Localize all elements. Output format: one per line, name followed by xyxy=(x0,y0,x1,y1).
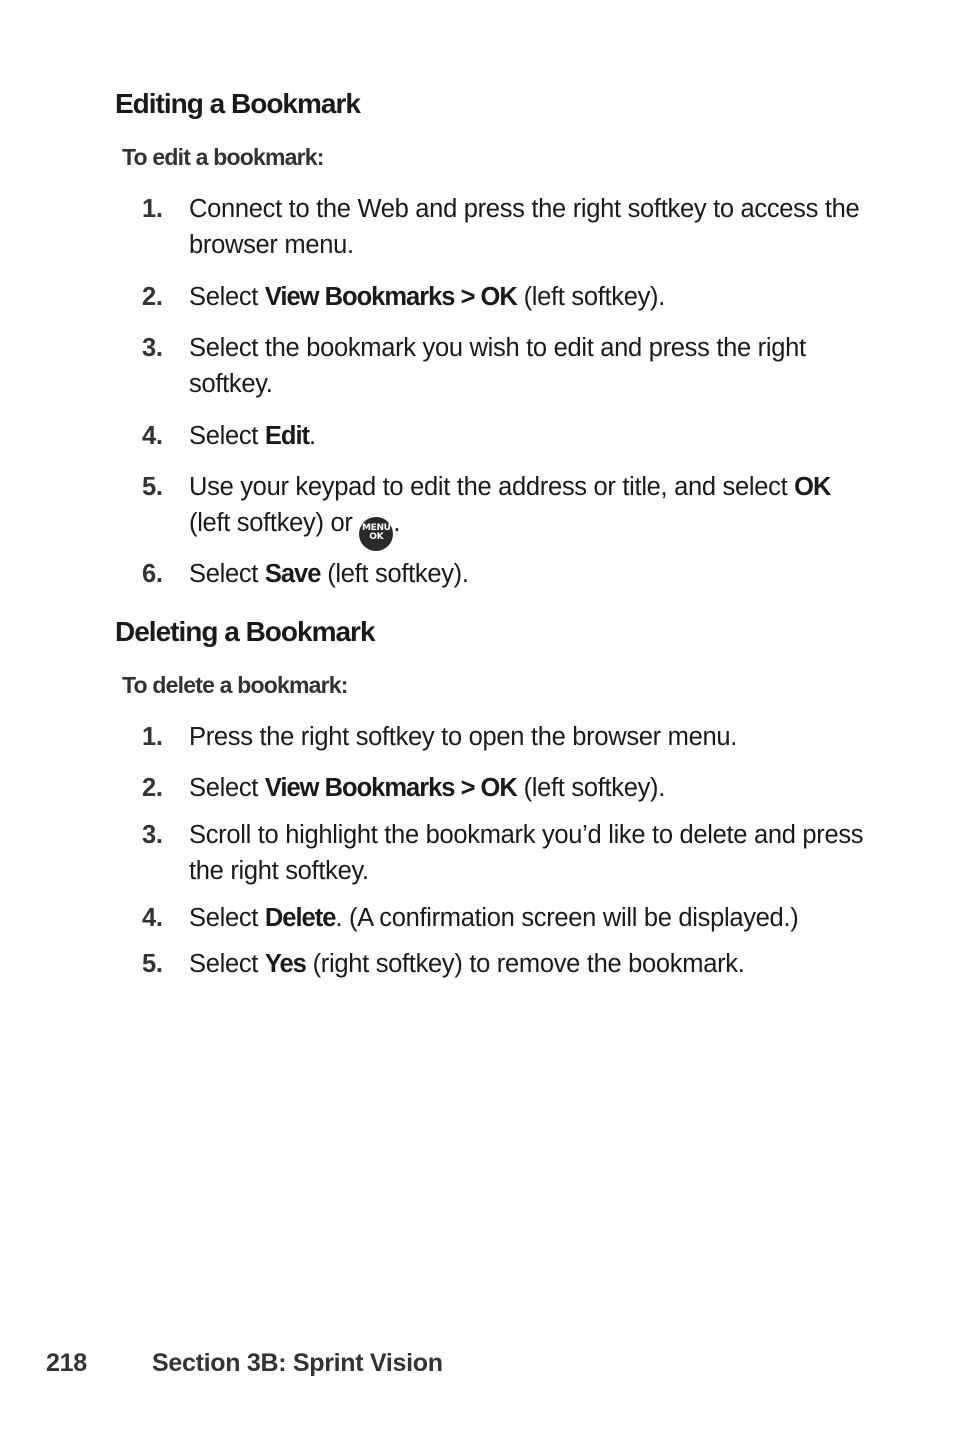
section-title: Section 3B: Sprint Vision xyxy=(152,1349,443,1377)
view-bookmarks-label: View Bookmarks > OK xyxy=(264,283,517,311)
section-heading-deleting: Deleting a Bookmark xyxy=(115,616,375,647)
delete-step-1 xyxy=(142,719,872,755)
step-text: Select the bookmark you wish to edit and press the right softkey. xyxy=(189,334,806,398)
step-number: 3. xyxy=(142,821,163,849)
step-number: 5. xyxy=(142,473,163,501)
step-text: Select Save (left softkey). xyxy=(189,560,469,588)
step-text: Connect to the Web and press the right softkey to access the browser menu. xyxy=(189,195,860,259)
step-text: Select Edit. xyxy=(189,422,316,450)
ok-label: OK xyxy=(794,473,831,501)
step-number: 2. xyxy=(142,774,163,802)
step-text: Select View Bookmarks > OK (left softkey). xyxy=(189,283,666,311)
page-footer xyxy=(46,1349,443,1378)
edit-step-4 xyxy=(142,418,872,454)
save-label: Save xyxy=(264,560,321,588)
page-number: 218 xyxy=(46,1349,87,1377)
delete-step-5 xyxy=(142,946,872,982)
edit-step-5 xyxy=(142,469,872,551)
step-text: Select View Bookmarks > OK (left softkey). xyxy=(189,774,666,802)
step-text: Select Delete. (A confirmation screen will be displayed.) xyxy=(189,904,799,932)
step-number: 6. xyxy=(142,560,163,588)
edit-label: Edit xyxy=(264,422,310,450)
step-number: 1. xyxy=(142,723,163,751)
delete-step-2 xyxy=(142,770,872,806)
subheading-to-delete: To delete a bookmark: xyxy=(122,672,348,698)
section-heading-editing: Editing a Bookmark xyxy=(115,88,360,119)
delete-step-4 xyxy=(142,900,872,936)
subheading-to-edit: To edit a bookmark: xyxy=(122,144,324,170)
edit-step-1 xyxy=(142,191,872,263)
step-number: 3. xyxy=(142,334,163,362)
step-text: Select Yes (right softkey) to remove the bookmark. xyxy=(189,950,745,978)
step-number: 2. xyxy=(142,283,163,311)
step-text: Use your keypad to edit the address or title, and select OK (left softkey) or MENU OK . xyxy=(189,469,872,551)
step-number: 1. xyxy=(142,195,163,223)
step-text: Scroll to highlight the bookmark you’d like to delete and press the right softkey. xyxy=(189,821,864,885)
edit-step-3 xyxy=(142,330,872,402)
delete-label: Delete xyxy=(264,904,336,932)
view-bookmarks-label: View Bookmarks > OK xyxy=(264,774,517,802)
step-number: 4. xyxy=(142,904,163,932)
step-number: 5. xyxy=(142,950,163,978)
step-text: Press the right softkey to open the browser menu. xyxy=(189,723,738,751)
delete-step-3 xyxy=(142,817,872,889)
edit-step-6 xyxy=(142,556,872,592)
edit-step-2 xyxy=(142,279,872,315)
step-number: 4. xyxy=(142,422,163,450)
menu-ok-key-icon: MENU OK xyxy=(359,517,393,551)
yes-label: Yes xyxy=(264,950,306,978)
